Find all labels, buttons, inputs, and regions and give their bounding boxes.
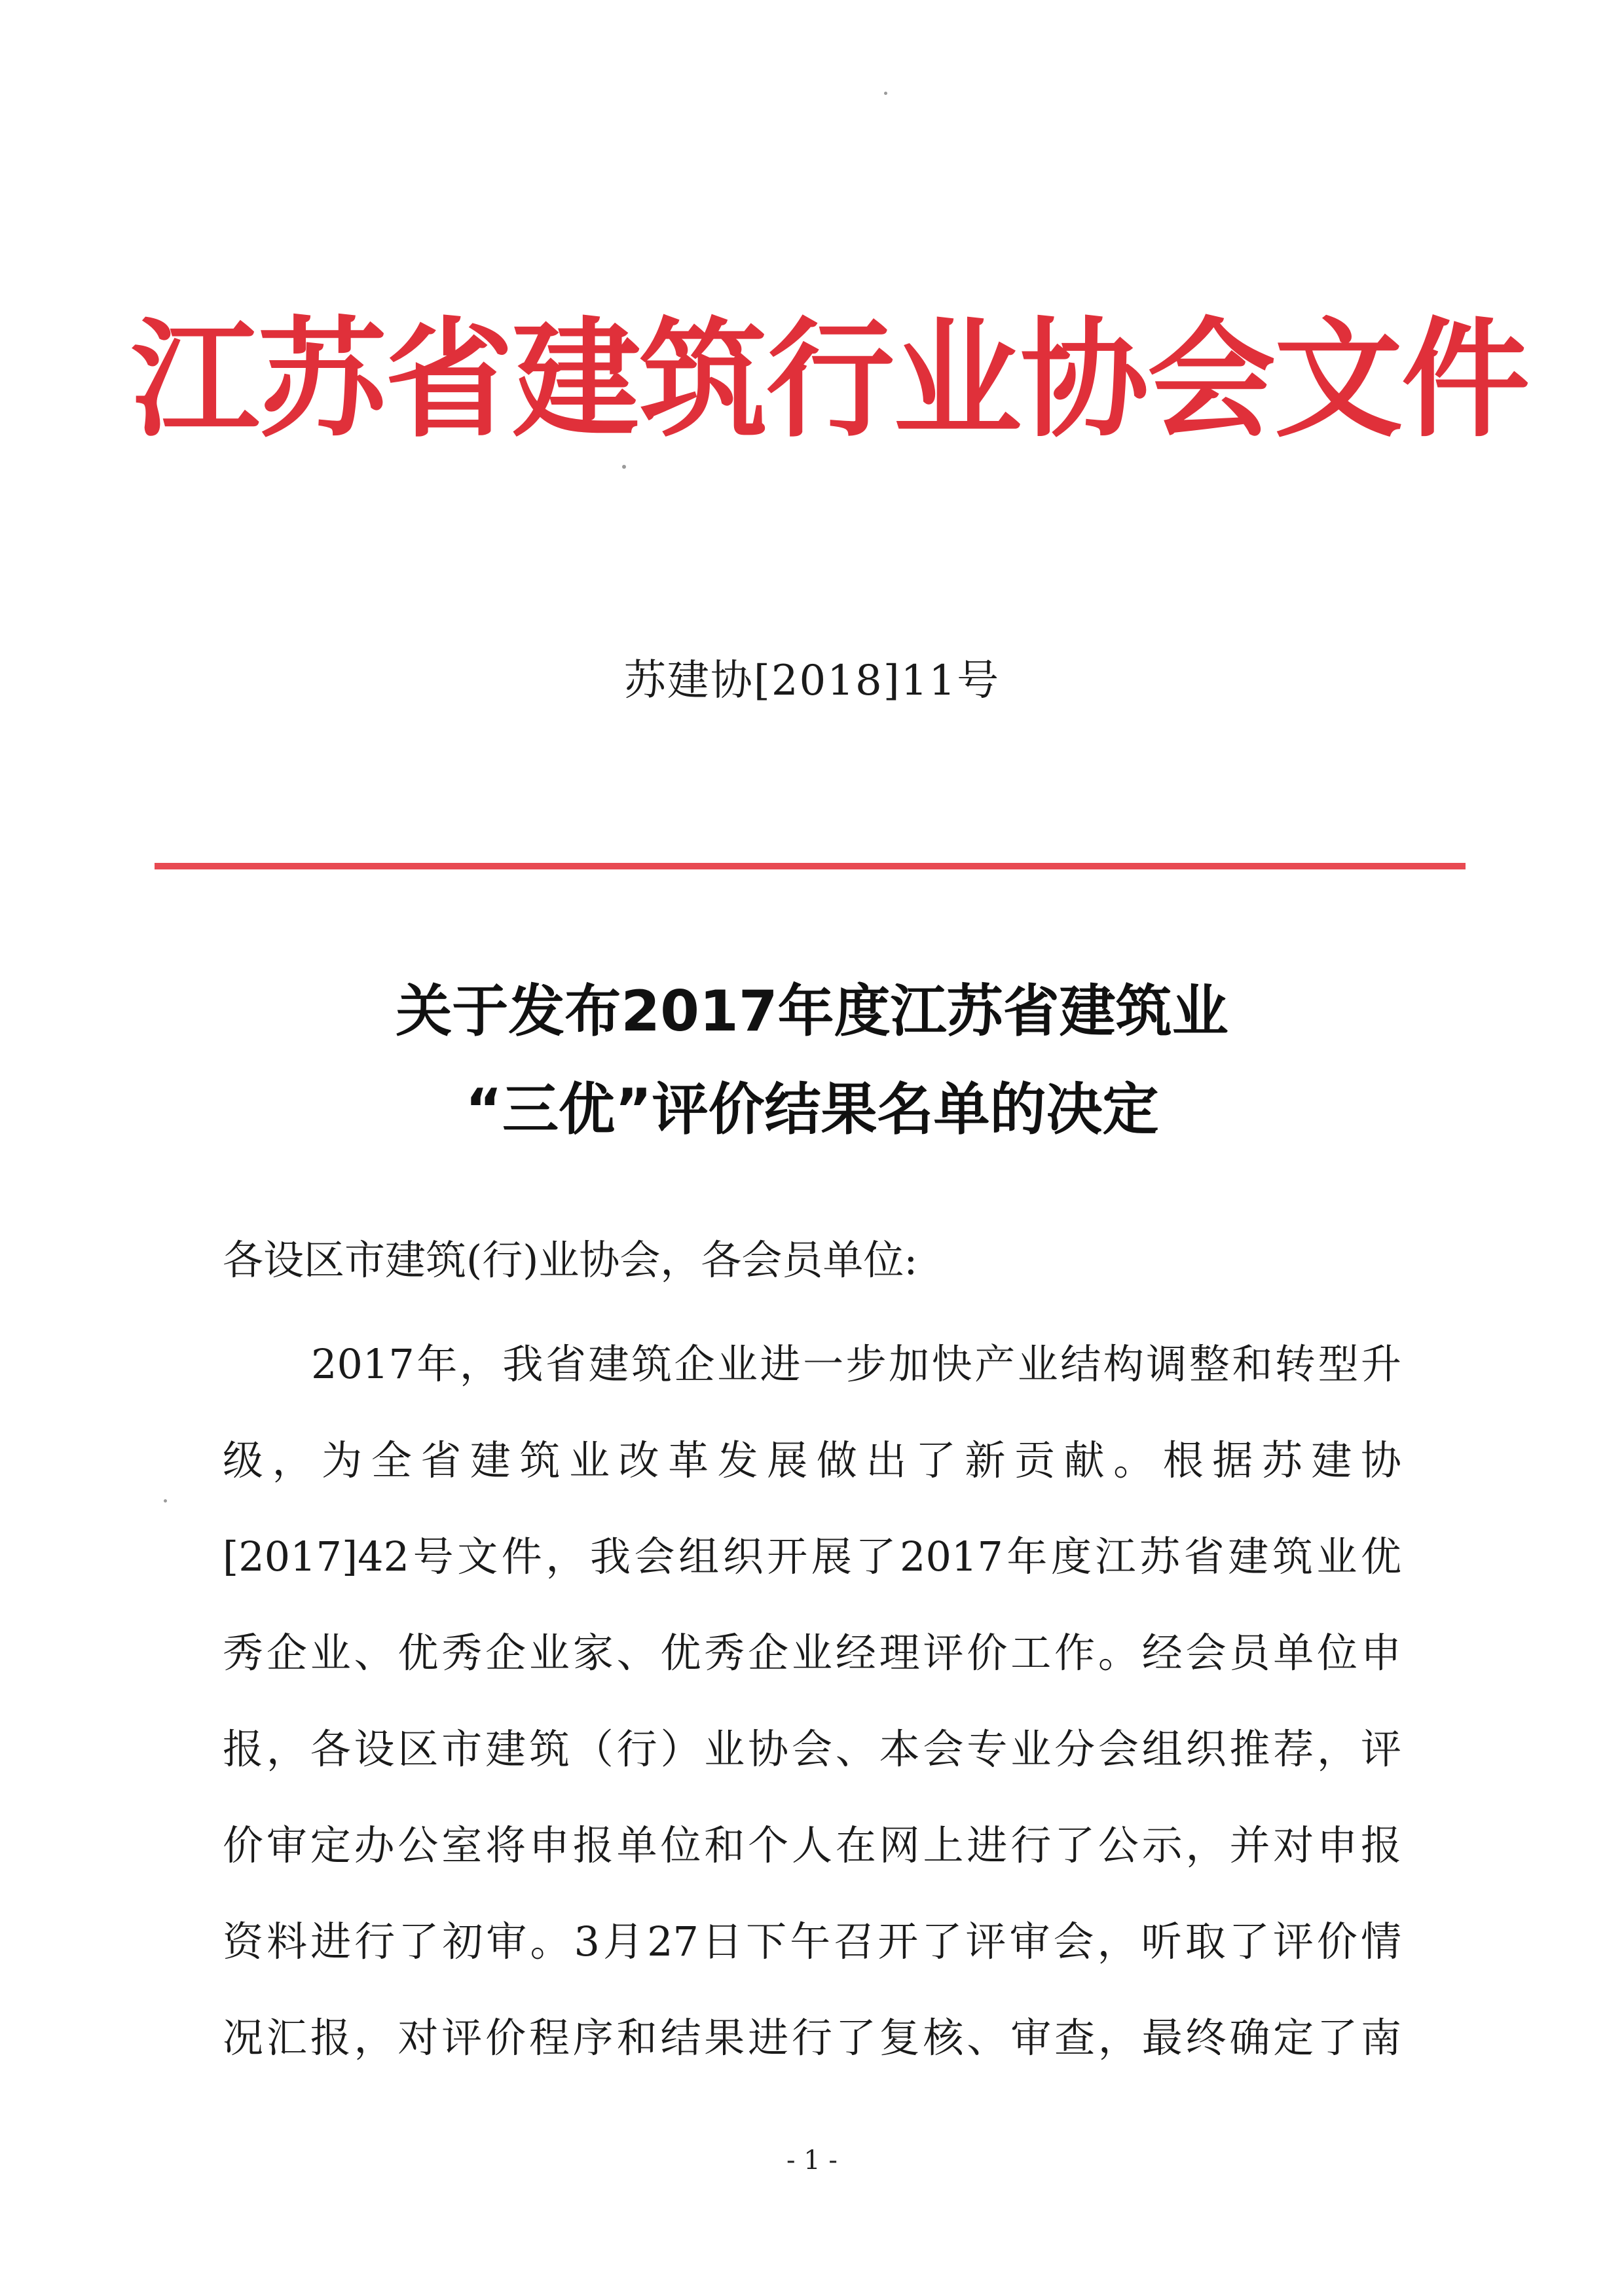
salutation: 各设区市建筑(行)业协会，各会员单位: <box>223 1236 918 1284</box>
body-line: 级，为全省建筑业改革发展做出了新贡献。根据苏建协 <box>223 1436 1401 1484</box>
body-line: 况汇报，对评价程序和结果进行了复核、审查，最终确定了南 <box>223 2014 1401 2062</box>
page-number: - 1 - <box>786 2145 838 2176</box>
issuing-authority-header: 江苏省建筑行业协会文件 <box>131 304 1529 455</box>
body-line: 报，各设区市建筑（行）业协会、本会专业分会组织推荐，评 <box>223 1725 1401 1773</box>
decision-title <box>0 962 1624 1159</box>
scan-speck <box>622 465 626 469</box>
body-paragraph <box>223 1316 1401 2086</box>
scan-speck <box>164 1499 167 1503</box>
red-divider-line <box>155 863 1466 869</box>
scan-speck <box>884 92 887 95</box>
body-line: 秀企业、优秀企业家、优秀企业经理评价工作。经会员单位申 <box>223 1629 1401 1677</box>
decision-title-line-2: “三优”评价结果名单的决定 <box>465 1077 1159 1142</box>
document-number: 苏建协[2018]11号 <box>623 657 1001 705</box>
decision-title-line-1: 关于发布2017年度江苏省建筑业 <box>396 979 1228 1044</box>
body-line: 资料进行了初审。3月27日下午召开了评审会，听取了评价情 <box>223 1918 1401 1965</box>
body-line: 2017年，我省建筑企业进一步加快产业结构调整和转型升 <box>311 1340 1401 1388</box>
body-line: [2017]42号文件，我会组织开展了2017年度江苏省建筑业优 <box>223 1533 1401 1580</box>
body-line: 价审定办公室将申报单位和个人在网上进行了公示，并对申报 <box>223 1821 1401 1869</box>
